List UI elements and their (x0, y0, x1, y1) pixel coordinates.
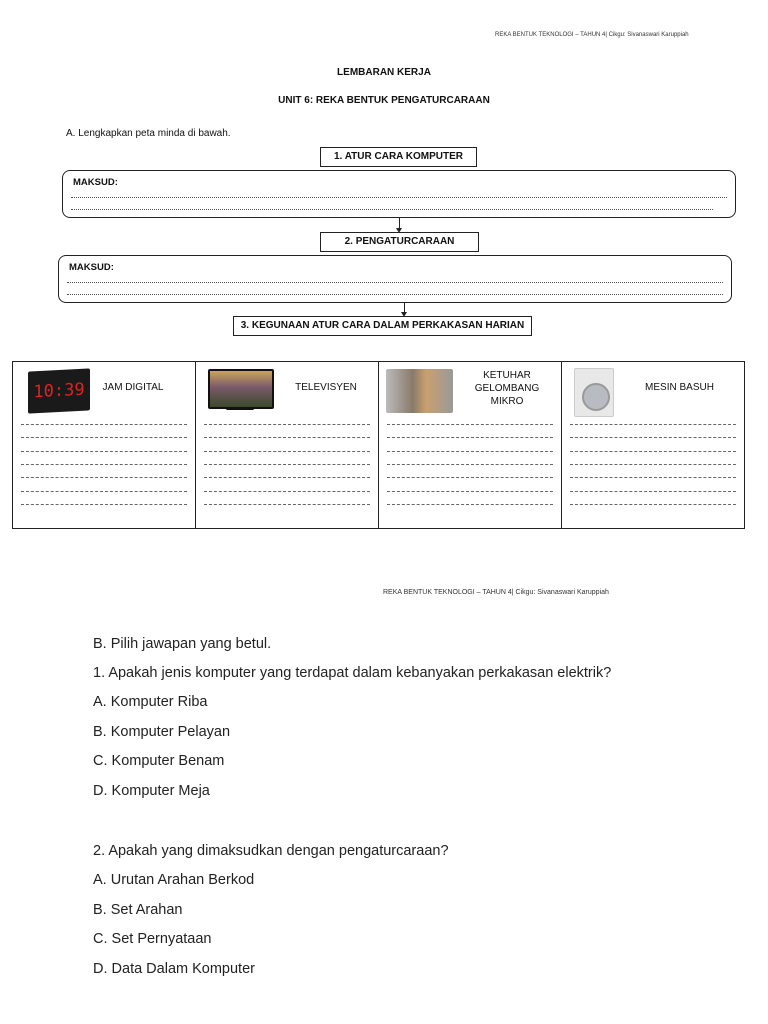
q2-option-d[interactable]: D. Data Dalam Komputer (93, 961, 255, 977)
q2-option-c[interactable]: C. Set Pernyataan (93, 931, 212, 947)
box-atur-cara: 1. ATUR CARA KOMPUTER (320, 147, 477, 167)
section-b-title: B. Pilih jawapan yang betul. (93, 636, 272, 652)
device-cell-tv (196, 362, 379, 529)
answer-line (21, 424, 187, 425)
device-cell-microwave (379, 362, 562, 529)
maksud-label: MAKSUD: (73, 177, 118, 188)
device-label: JAM DIGITAL (102, 382, 164, 393)
answer-line (67, 282, 723, 283)
microwave-image (386, 369, 453, 413)
maksud-box-2 (58, 255, 732, 303)
q1-option-c[interactable]: C. Komputer Benam (93, 753, 225, 769)
maksud-label: MAKSUD: (69, 262, 114, 273)
box-pengaturcaraan: 2. PENGATURCARAAN (320, 232, 479, 252)
answer-line (204, 437, 370, 438)
television-image (208, 369, 274, 409)
arrow-down-icon (399, 217, 400, 229)
answer-line (387, 491, 553, 492)
answer-line (21, 504, 187, 505)
box-kegunaan: 3. KEGUNAAN ATUR CARA DALAM PERKAKASAN HARIAN (233, 316, 532, 336)
answer-line (21, 464, 187, 465)
answer-line (71, 209, 713, 210)
device-label: KETUHAR GELOMBANG MIKRO (474, 370, 540, 407)
q2-option-b[interactable]: B. Set Arahan (93, 902, 183, 918)
unit-title: UNIT 6: REKA BENTUK PENGATURCARAAN (278, 95, 490, 106)
answer-line (204, 504, 370, 505)
washing-machine-image (574, 368, 614, 417)
answer-line (204, 491, 370, 492)
q1-option-a[interactable]: A. Komputer Riba (93, 694, 208, 710)
q1-option-b[interactable]: B. Komputer Pelayan (93, 724, 231, 740)
answer-line (570, 424, 736, 425)
q1-option-d[interactable]: D. Komputer Meja (93, 783, 210, 799)
answer-line (67, 294, 723, 295)
question-2: 2. Apakah yang dimaksudkan dengan pengaturcaraan? (93, 843, 449, 859)
tv-stand (226, 407, 254, 410)
device-label: TELEVISYEN (295, 382, 357, 393)
maksud-box-1 (62, 170, 736, 218)
answer-line (204, 464, 370, 465)
device-cell-clock (13, 362, 196, 529)
answer-line (570, 464, 736, 465)
answer-line (21, 491, 187, 492)
digital-clock-image (28, 368, 90, 413)
instruction-a: A. Lengkapkan peta minda di bawah. (66, 128, 231, 139)
answer-line (71, 197, 727, 198)
devices-table (12, 361, 745, 529)
answer-line (21, 451, 187, 452)
arrow-down-icon (404, 302, 405, 313)
answer-line (387, 464, 553, 465)
answer-line (570, 477, 736, 478)
answer-line (387, 504, 553, 505)
answer-line (387, 451, 553, 452)
answer-line (570, 491, 736, 492)
answer-line (21, 437, 187, 438)
answer-line (204, 451, 370, 452)
answer-line (387, 477, 553, 478)
question-1: 1. Apakah jenis komputer yang terdapat dalam kebanyakan perkakasan elektrik? (93, 665, 612, 681)
answer-line (570, 437, 736, 438)
page-title: LEMBARAN KERJA (337, 67, 431, 78)
clock-display: 10:39 (33, 379, 85, 403)
device-cell-washer (562, 362, 745, 529)
answer-line (204, 477, 370, 478)
device-label: MESIN BASUH (645, 382, 714, 393)
q2-option-a[interactable]: A. Urutan Arahan Berkod (93, 872, 255, 888)
page-header-2: REKA BENTUK TEKNOLOGI – TAHUN 4| Cikgu: Sivanaswari Karuppiah (383, 589, 609, 596)
page-header: REKA BENTUK TEKNOLOGI – TAHUN 4| Cikgu: Sivanaswari Karuppiah (495, 32, 689, 38)
answer-line (570, 504, 736, 505)
answer-line (387, 437, 553, 438)
answer-line (570, 451, 736, 452)
answer-line (387, 424, 553, 425)
answer-line (204, 424, 370, 425)
answer-line (21, 477, 187, 478)
